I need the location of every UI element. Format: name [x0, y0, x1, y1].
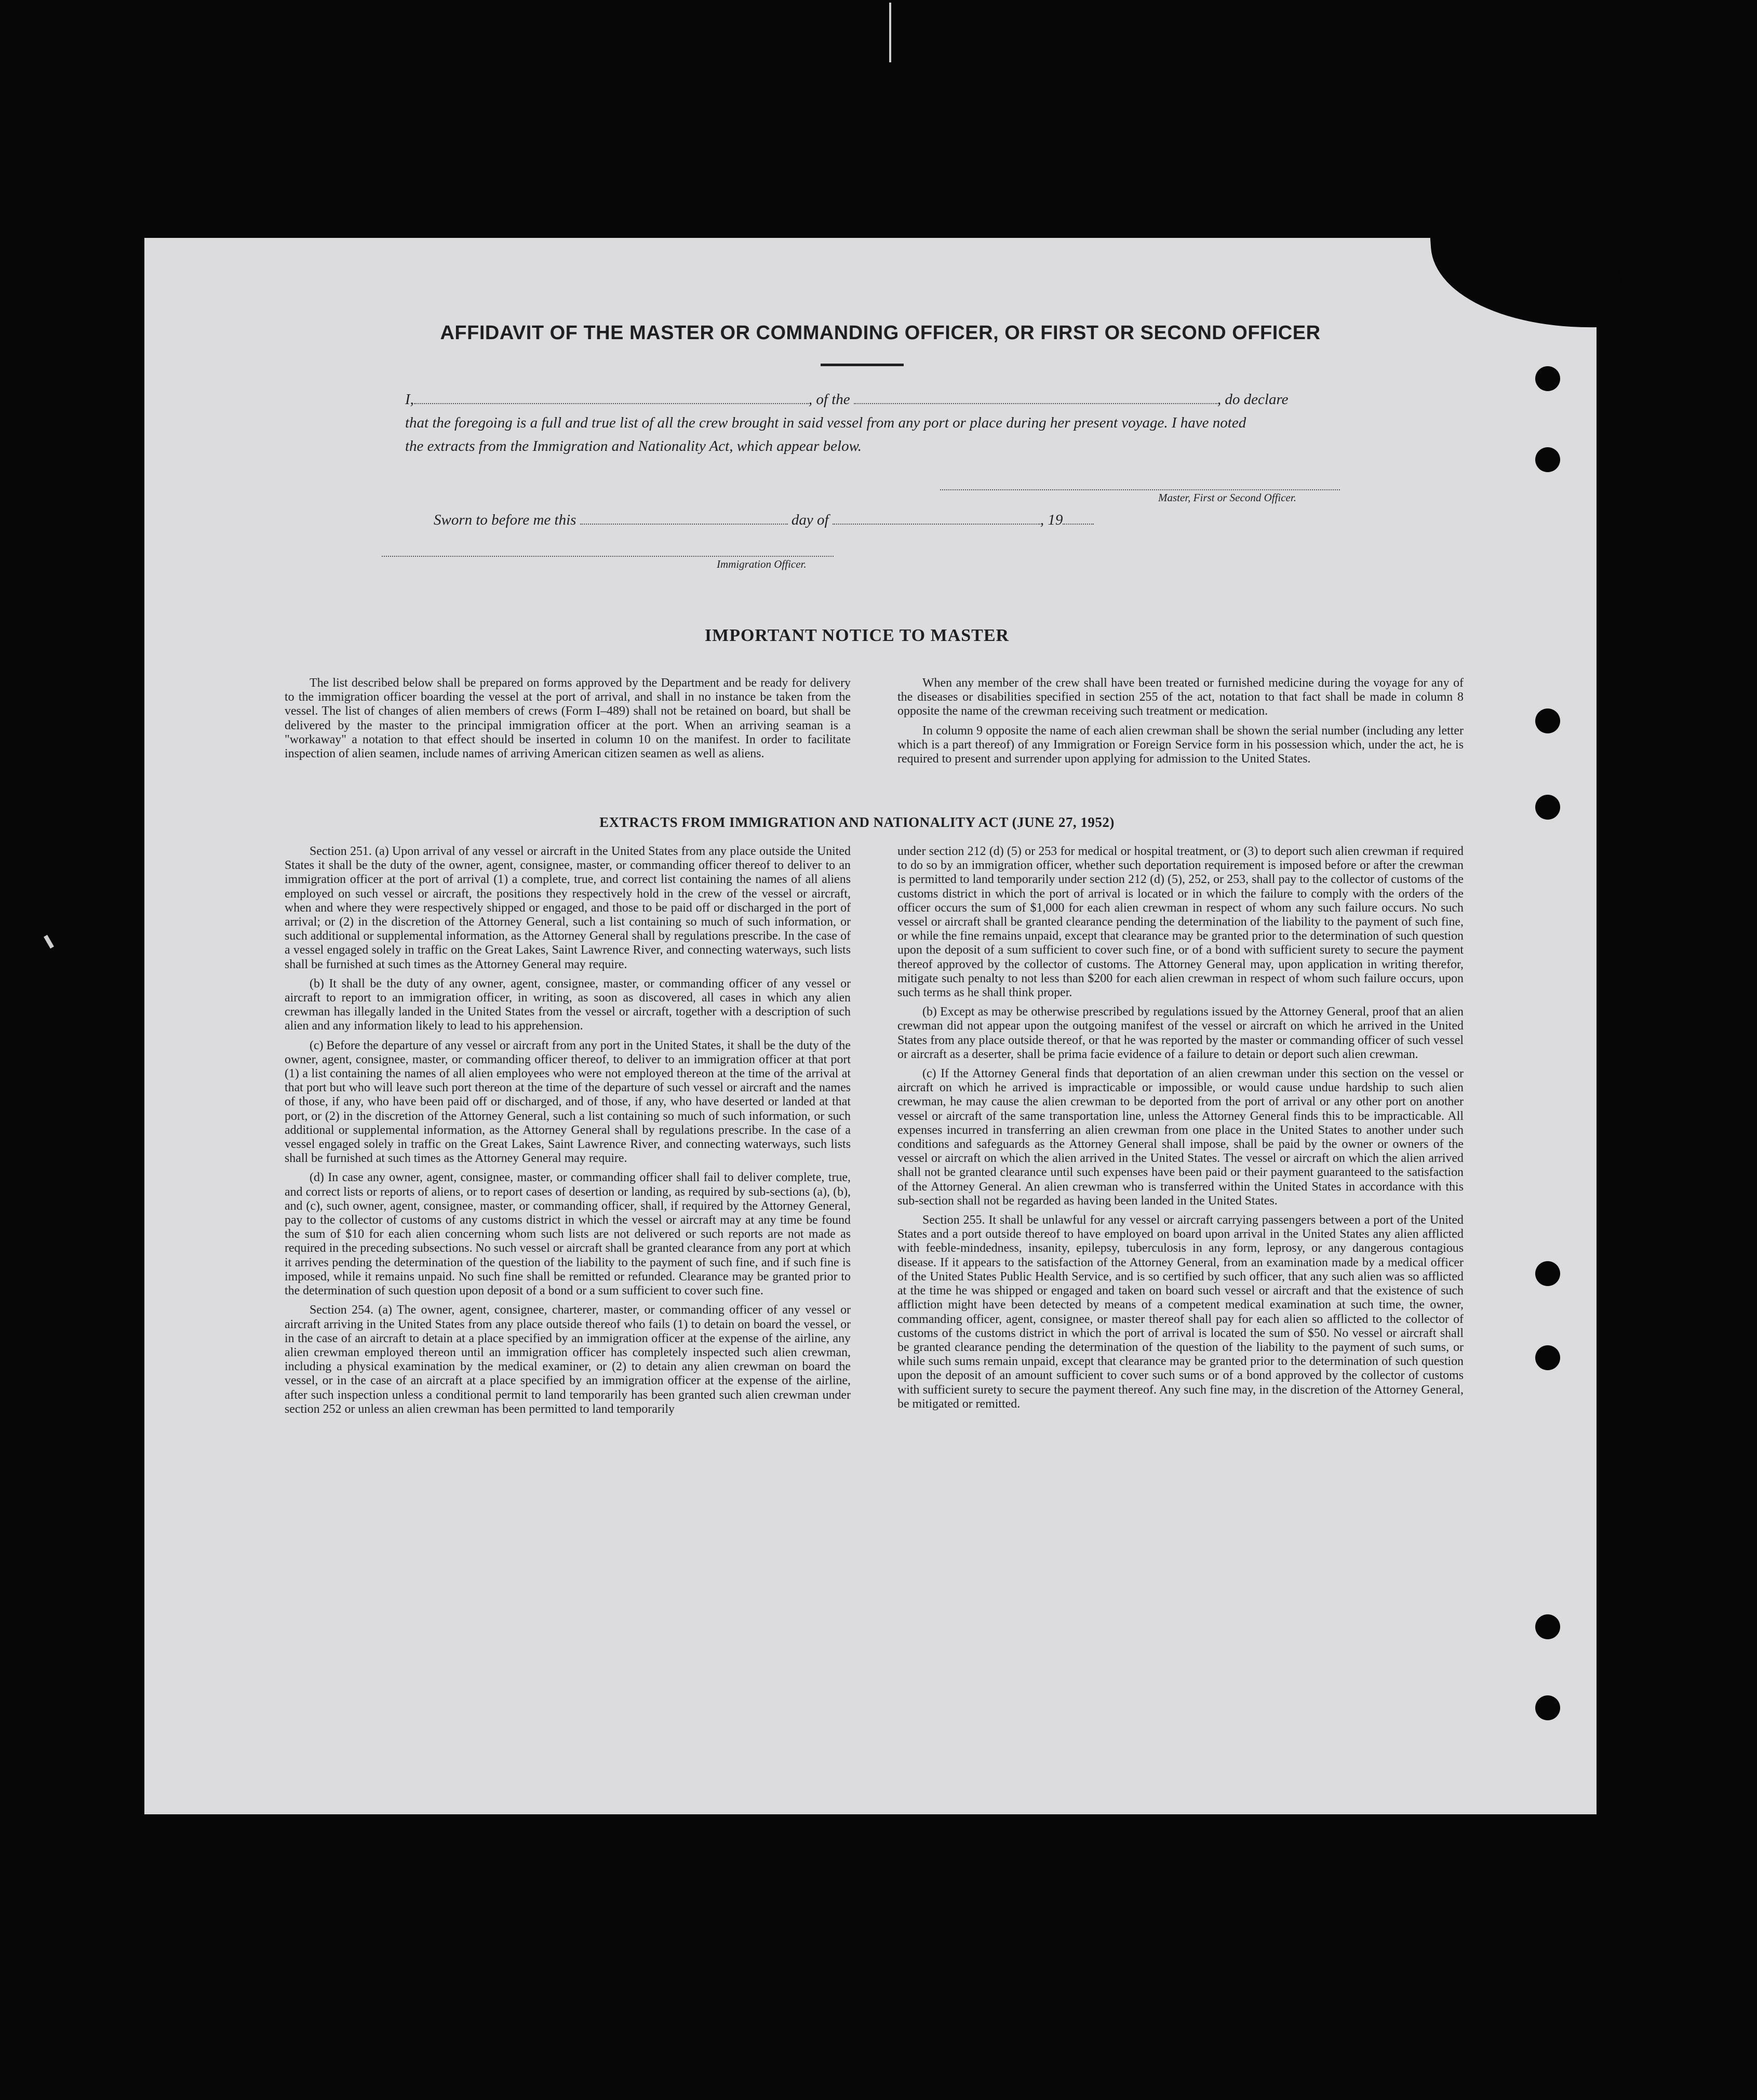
master-signature-line[interactable] [940, 483, 1340, 490]
sworn-year: , 19 [1040, 512, 1063, 528]
extracts-right-column [897, 845, 1464, 1411]
declaration-of-the: , of the [808, 391, 850, 408]
sworn-day-of: day of [791, 512, 829, 528]
punch-hole [1535, 1345, 1560, 1370]
extract-paragraph: Section 255. It shall be unlawful for any vessel or aircraft carrying passengers between a port of the United States and a port outside thereof to have employed on board upon arrival in the United States any alien afflicted with feeble-mindedness, insanity, epilepsy, tuberculosis in any form, leprosy, or any dangerous contagious disease. If it appears to the satisfaction of the Attorney General, from an examination made by a medical officer of the United States Public Health Service, and is so certified by such officer, that any such alien was so afflicted at the time he was shipped or engaged and taken on board such vessel or aircraft and that the existence of such affliction might have been detected by means of a competent medical examination at such time, the owner, commanding officer, agent, consignee, or master thereof shall pay for each alien so afflicted to the collector of customs of the customs district in which the port of arrival is located the sum of $50. No vessel or aircraft shall be granted clearance pending the determination of the question of the liability to the payment of such sums, or while such sums remain unpaid, except that clearance may be granted prior to the determination of such question upon the deposit of an amount sufficient to cover such sums or of a bond approved by the collector of customs with sufficient surety to secure the payment thereof. Any such fine may, in the discretion of the Attorney General, be mitigated or remitted. [897, 1213, 1464, 1411]
punch-hole [1535, 708, 1560, 733]
vessel-field[interactable] [854, 403, 1217, 404]
master-signature-label: Master, First or Second Officer. [1158, 491, 1296, 504]
sworn-year-field[interactable] [1063, 524, 1094, 525]
sworn-line [434, 509, 1161, 531]
notice-right-column [897, 676, 1464, 766]
extract-paragraph: (b) It shall be the duty of any owner, agent, consignee, master, or commanding officer of any vessel or aircraft to report to an immigration officer, in writing, as soon as discovered, all cases in which any alien crewman has illegally landed in the United States from the vessel or aircraft, together with a description of such alien and any information likely to lead to his apprehension. [285, 977, 851, 1033]
notice-heading: IMPORTANT NOTICE TO MASTER [704, 626, 1010, 645]
declaration-line-1 [405, 389, 1340, 411]
extract-paragraph: (b) Except as may be otherwise prescribed by regulations issued by the Attorney General, proof that an alien crewman did not appear upon the outgoing manifest of the vessel or aircraft on which he arrived in the United States from any place outside thereof, or that he was reported by the master or commanding officer of such vessel or aircraft as a deserter, shall be prima facie evidence of a failure to detain or deport such alien crewman. [897, 1005, 1464, 1061]
extract-paragraph: (d) In case any owner, agent, consignee, master, or commanding officer shall fail to deliver complete, true, and correct lists or reports of aliens, or to report cases of desertion or landing, as required by sub-sections (a), (b), and (c), such owner, agent, consignee, master, or commanding officer, shall, if required by the Attorney General, pay to the collector of customs of any customs district in which the vessel or aircraft may at any time be found the sum of $10 for each alien concerning whom such lists are not delivered or such reports are not made as required in the preceding subsections. No such vessel or aircraft shall be granted clearance from any port at which it arrives pending the determination of the question of the liability to the payment of such fine, and if such fine is imposed, while it remains unpaid. No such fine shall be remitted or refunded. Clearance may be granted prior to the determination of such question upon deposit of a bond or a sum sufficient to cover such fine. [285, 1171, 851, 1298]
title-rule [821, 364, 904, 366]
declaration-line-2: that the foregoing is a full and true list of all the crew brought in said vessel from any port or place during her present voyage. I have noted [405, 414, 1246, 431]
page-title: AFFIDAVIT OF THE MASTER OR COMMANDING OFFICER, OR FIRST OR SECOND OFFICER [440, 322, 1321, 344]
punch-hole [1535, 795, 1560, 820]
notice-paragraph: In column 9 opposite the name of each alien crewman shall be shown the serial number (including any letter which is a part thereof) of any Immigration or Foreign Service form in his possession which, under the act, he is required to present and surrender upon applying for admission to the United States. [897, 724, 1464, 766]
notice-paragraph: When any member of the crew shall have been treated or furnished medicine during the voyage for any of the diseases or disabilities specified in section 255 of the act, notation to that fact shall be made in column 8 opposite the name of the crewman receiving such treatment or medication. [897, 676, 1464, 718]
extracts-heading: EXTRACTS FROM IMMIGRATION AND NATIONALITY ACT (JUNE 27, 1952) [599, 814, 1115, 830]
name-field[interactable] [414, 403, 809, 404]
extract-paragraph: Section 254. (a) The owner, agent, consignee, charterer, master, or commanding officer of any vessel or aircraft arriving in the United States from any place outside thereof who fails (1) to detain on board the vessel, or in the case of an aircraft to detain at a place specified by an immigration officer at the expense of the airline, any alien crewman employed thereon until an immigration officer has completely inspected such alien crewman, including a physical examination by the medical examiner, or (2) to detain any alien crewman on board the vessel, or in the case of an aircraft at a place specified by an immigration officer at the expense of the airline, after such inspection unless a conditional permit to land temporarily has been granted such alien crewman under section 252 or unless an alien crewman has been permitted to land temporarily [285, 1303, 851, 1416]
sworn-month-field[interactable] [833, 524, 1040, 525]
declaration-do-declare: , do declare [1217, 391, 1289, 408]
extract-paragraph: under section 212 (d) (5) or 253 for medical or hospital treatment, or (3) to deport such alien crewman if required to do so by an immigration officer, whether such deportation requirement is imposed before or after the crewman is permitted to land temporarily under section 212 (d) (5), 252, or 253, shall pay to the collector of customs of the customs district in which the port of arrival is located or in which the failure to comply with the orders of the officer occurs the sum of $1,000 for each alien crewman in respect of whom any such failure occurs. No such vessel or aircraft shall be granted clearance pending the determination of the liability to the payment of such fine, or while the fine remains unpaid, except that clearance may be granted prior to the determination of such question upon the deposit of a sum sufficient to cover such fine, or of a bond with sufficient surety to secure the payment thereof approved by the collector of customs. The Attorney General may, upon application in writing therefor, mitigate such penalty to not less than $200 for each alien crewman in respect of whom such failure occurs, upon such terms as he shall think proper. [897, 845, 1464, 1000]
punch-hole [1535, 1695, 1560, 1720]
scan-mark [44, 935, 54, 949]
declaration-line-3: the extracts from the Immigration and Nationality Act, which appear below. [405, 438, 862, 454]
scan-mark [889, 3, 891, 62]
punch-hole [1535, 366, 1560, 391]
notice-left-column [285, 676, 851, 761]
punch-hole [1535, 447, 1560, 472]
officer-signature-line[interactable] [382, 550, 834, 557]
declaration-i: I, [405, 391, 414, 408]
extracts-left-column [285, 845, 851, 1416]
extract-paragraph: (c) If the Attorney General finds that deportation of an alien crewman under this section on the vessel or aircraft on which he arrived is impracticable or impossible, or would cause undue hardship to such alien crewman, he may cause the alien crewman to be deported from the port of arrival or any other port on another vessel or aircraft of the same transportation line, unless the Attorney General finds this to be impracticable. All expenses incurred in transferring an alien crewman from one place in the United States to another under such conditions and safeguards as the Attorney General shall impose, shall be paid by the owner or owners of the vessel or aircraft on which the alien arrived in the United States. The vessel or aircraft on which the alien arrived shall not be granted clearance until such expenses have been paid or their payment guaranteed to the satisfaction of the Attorney General. An alien crewman who is transferred within the United States in accordance with this sub-section shall not be regarded as having been landed in the United States. [897, 1067, 1464, 1208]
officer-signature-label: Immigration Officer. [717, 558, 807, 570]
extract-paragraph: (c) Before the departure of any vessel or aircraft from any port in the United States, it shall be the duty of the owner, agent, consignee, master, or commanding officer thereof, to deliver to an immigration officer at that port (1) a list containing the names of all alien employees who were not employed thereon at the time of the arrival at that port but who will leave such port thereon at the time of the departure of such vessel or aircraft and the names of those, if any, who have been paid off or discharged, and of those, if any, who have deserted or landed at that port, or (2) in the discretion of the Attorney General, such a list containing so much of such information, or such additional or supplemental information, as the Attorney General shall by regulations prescribe. In the case of a vessel engaged solely in traffic on the Great Lakes, Saint Lawrence River, and connecting waterways, such lists shall be furnished at such times as the Attorney General may require. [285, 1038, 851, 1166]
sworn-day-field[interactable] [580, 524, 788, 525]
punch-hole [1535, 1614, 1560, 1639]
sworn-prefix: Sworn to before me this [434, 512, 576, 528]
extract-paragraph: Section 251. (a) Upon arrival of any vessel or aircraft in the United States from any place outside the United States it shall be the duty of the owner, agent, consignee, master, or commanding officer thereof to deliver to an immigration officer at the port of arrival (1) a complete, true, and correct list containing the names of all aliens employed on such vessel or aircraft, the positions they respectively hold in the crew of the vessel or aircraft, when and where they were respectively shipped or engaged, and those to be paid off or discharged in the port of arrival; or (2) in the discretion of the Attorney General, such a list containing so much of such information, or such additional or supplemental information, as the Attorney General shall by regulations prescribe. In the case of a vessel engaged solely in traffic on the Great Lakes, Saint Lawrence River, and connecting waterways, such lists shall be furnished at such times as the Attorney General may require. [285, 845, 851, 971]
notice-paragraph: The list described below shall be prepared on forms approved by the Department and be ready for delivery to the immigration officer boarding the vessel at the port of arrival, and shall in no instance be taken from the vessel. The list of changes of alien members of crews (Form I–489) shall not be retained on board, but shall be delivered by the master to the principal immigration officer at the port. When an arriving seaman is a "workaway" a notation to that effect should be inserted in column 10 on the manifest. In order to facilitate inspection of alien seamen, include names of arriving American citizen seamen as well as aliens. [285, 676, 851, 761]
punch-hole [1535, 1261, 1560, 1286]
